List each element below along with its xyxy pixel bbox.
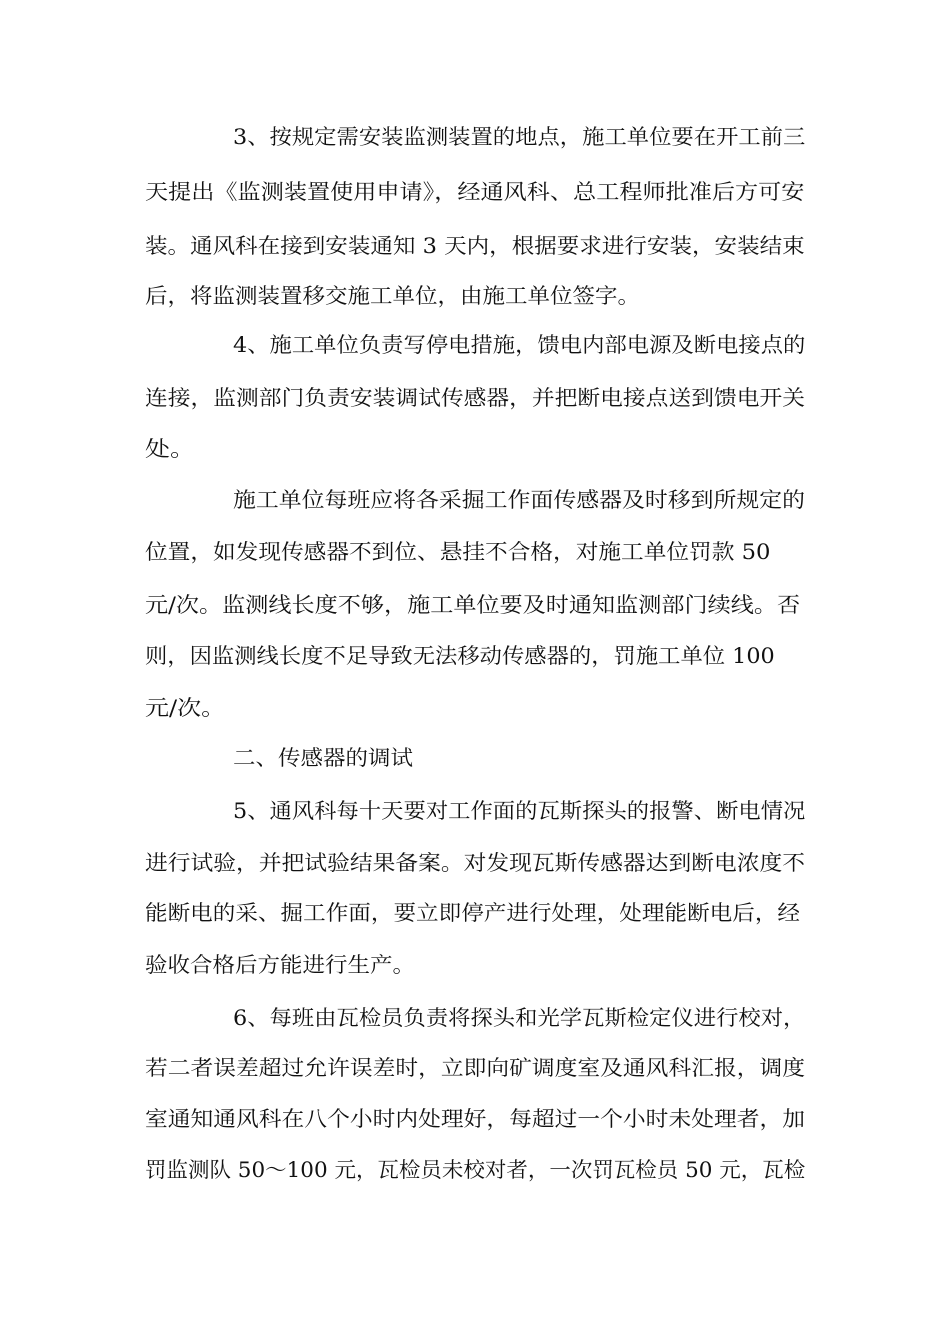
text-line-2: 天提出《监测装置使用申请》，经通风科、总工程师批准后方可安 (145, 180, 805, 204)
text-line-5: 4、施工单位负责写停电措施，馈电内部电源及断电接点的 (233, 333, 806, 357)
text-line-4: 后，将监测装置移交施工单位，由施工单位签字。 (145, 284, 640, 308)
text-line-10: 元/次。监测线长度不够，施工单位要及时通知监测部门续线。否 (145, 593, 801, 617)
text-line-1: 3、按规定需安装监测装置的地点，施工单位要在开工前三 (233, 125, 806, 149)
text-line-7: 处。 (145, 437, 195, 461)
text-line-11: 则，因监测线长度不足导致无法移动传感器的，罚施工单位 100 (145, 644, 775, 668)
text-line-12: 元/次。 (145, 696, 226, 720)
text-line-14: 5、通风科每十天要对工作面的瓦斯探头的报警、断电情况 (233, 799, 806, 823)
text-line-17: 验收合格后方能进行生产。 (145, 953, 415, 977)
text-line-18: 6、每班由瓦检员负责将探头和光学瓦斯检定仪进行校对， (233, 1006, 806, 1030)
text-line-9: 位置，如发现传感器不到位、悬挂不合格，对施工单位罚款 50 (145, 540, 771, 564)
text-line-15: 进行试验，并把试验结果备案。对发现瓦斯传感器达到断电浓度不 (145, 851, 805, 875)
text-line-6: 连接，监测部门负责安装调试传感器，并把断电接点送到馈电开关 (145, 386, 805, 410)
section-heading: 二、传感器的调试 (233, 746, 413, 770)
text-line-16: 能断电的采、掘工作面，要立即停产进行处理，处理能断电后，经 (145, 901, 800, 925)
text-line-8: 施工单位每班应将各采掘工作面传感器及时移到所规定的 (233, 488, 805, 512)
text-line-3: 装。通风科在接到安装通知 3 天内，根据要求进行安装，安装结束 (145, 234, 805, 258)
text-line-19: 若二者误差超过允许误差时，立即向矿调度室及通风科汇报，调度 (145, 1056, 805, 1080)
text-line-21: 罚监测队 50～100 元，瓦检员未校对者，一次罚瓦检员 50 元，瓦检 (145, 1158, 806, 1182)
text-line-20: 室通知通风科在八个小时内处理好，每超过一个小时未处理者，加 (145, 1107, 805, 1131)
